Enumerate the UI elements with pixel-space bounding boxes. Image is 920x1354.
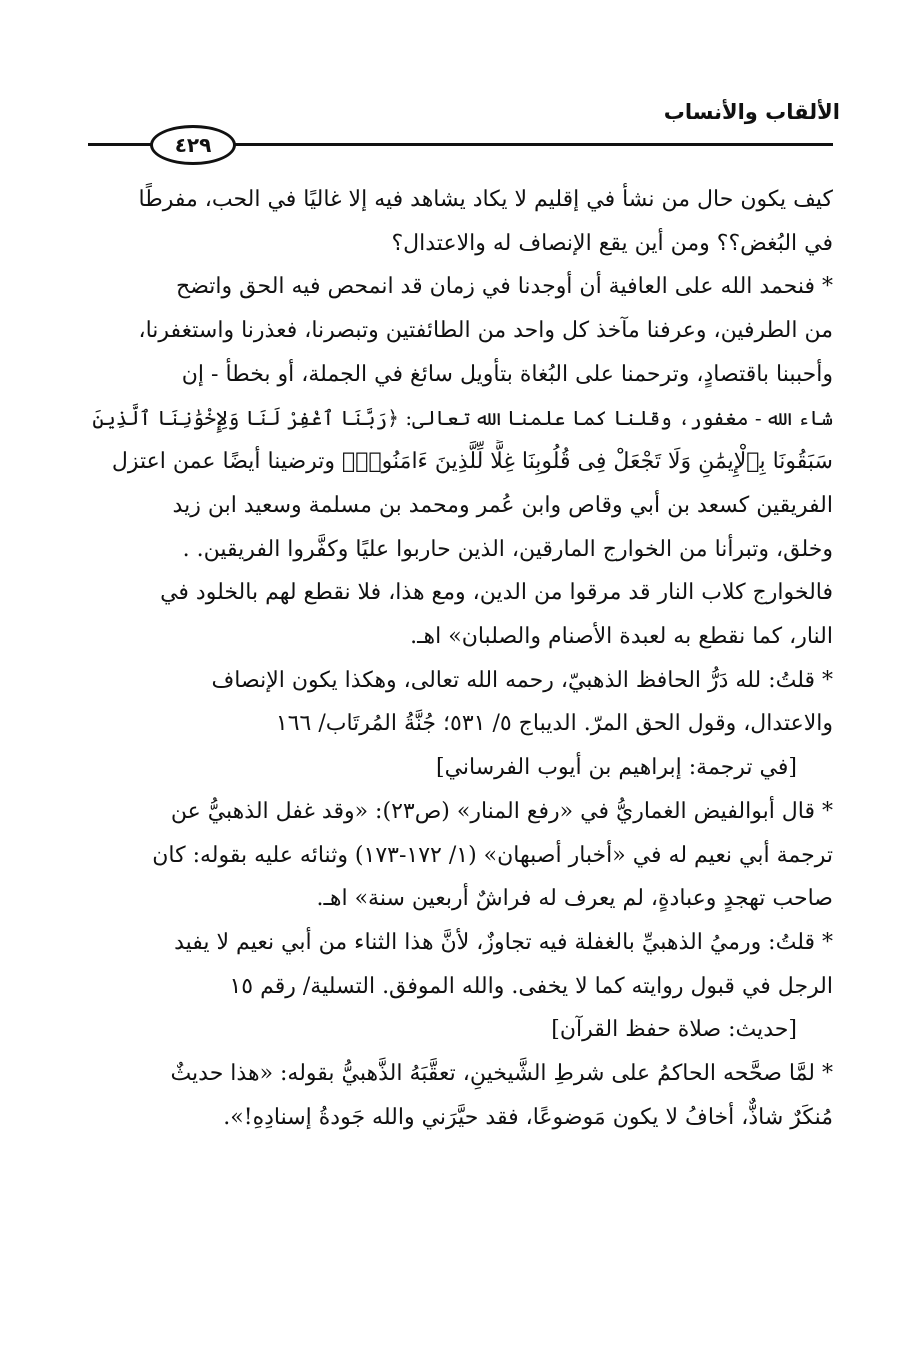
- text-line: شاء الله - مغفور، وقلنا كما علمنا الله تعالى: ﴿رَبَّنَا ٱغْفِرْ لَنَا وَلِإِخْوَٰنِنَا ٱلَّذِينَ: [92, 405, 833, 430]
- text-line: مُنكَرٌ شاذٌّ، أخافُ لا يكون مَوضوعًا، فقد حيَّرَني والله جَودةُ إسنادِهِ!».: [223, 1104, 833, 1130]
- text-line: صاحب تهجدٍ وعبادةٍ، لم يعرف له فراشٌ أربعين سنة» اهـ.: [316, 886, 833, 912]
- text-line: الرجل في قبول روايته كما لا يخفى. والله الموفق. التسلية/ رقم ١٥: [229, 973, 833, 999]
- page-number: ٤٢٩: [150, 125, 236, 165]
- text-line: من الطرفين، وعرفنا مآخذ كل واحد من الطائفتين وتبصرنا، فعذرنا واستغفرنا،: [138, 318, 833, 344]
- section-heading: [حديث: صلاة حفظ القرآن]: [551, 1017, 797, 1043]
- section-heading: [في ترجمة: إبراهيم بن أيوب الفرساني]: [435, 755, 797, 781]
- text-line: ترجمة أبي نعيم له في «أخبار أصبهان» (١/ ١٧٢-١٧٣) وثنائه عليه بقوله: كان: [152, 842, 833, 868]
- text-line: في البُغض؟؟ ومن أين يقع الإنصاف له والاعتدال؟: [391, 230, 833, 256]
- text-line: * قال أبوالفيض الغماريُّ في «رفع المنار» (ص٢٣): «وقد غفل الذهبيُّ عن: [170, 798, 833, 824]
- text-line: * فنحمد الله على العافية أن أوجدنا في زمان قد انمحص فيه الحق واتضح: [176, 274, 833, 300]
- running-header-title: الألقاب والأنساب: [663, 100, 840, 124]
- text-line: فالخوارج كلاب النار قد مرقوا من الدين، ومع هذا، فلا نقطع لهم بالخلود في: [160, 580, 833, 606]
- text-line: وأحببنا باقتصادٍ، وترحمنا على البُغاة بتأويل سائغ في الجملة، أو بخطأ - إن: [181, 361, 833, 387]
- text-line: النار، كما نقطع به لعبدة الأصنام والصلبان» اهـ.: [410, 624, 833, 650]
- text-line: * قلتُ: ورميُ الذهبيِّ بالغفلة فيه تجاوزٌ، لأنَّ هذا الثناء من أبي نعيم لا يفيد: [174, 929, 833, 955]
- text-line: * لمَّا صحَّحه الحاكمُ على شرطِ الشَّيخينِ، تعقَّبَهُ الذَّهبيُّ بقوله: «هذا حديثٌ: [170, 1061, 833, 1087]
- text-line: * قلتُ: لله دَرُّ الحافظ الذهبيّ، رحمه الله تعالى، وهكذا يكون الإنصاف: [211, 667, 833, 693]
- text-line: كيف يكون حال من نشأ في إقليم لا يكاد يشاهد فيه إلا غاليًا في الحب، مفرطًا: [138, 187, 833, 212]
- text-line: الفريقين كسعد بن أبي وقاص وابن عُمر ومحمد بن مسلمة وسعيد ابن زيد: [172, 492, 833, 518]
- text-line: سَبَقُونَا بِٱلْإِيمَٰنِ وَلَا تَجْعَلْ فِى قُلُوبِنَا غِلًّا لِّلَّذِينَ ءَامَنُوا۟﴾ وترضينا أيضًا عمن اعتزل: [111, 449, 833, 475]
- body-text: [88, 178, 833, 1139]
- text-line: وخلق، وتبرأنا من الخوارج المارقين، الذين حاربوا عليًا وكفَّروا الفريقين. .: [182, 536, 833, 562]
- text-line: والاعتدال، وقول الحق المرّ. الديباج ٥/ ٥٣١؛ جُنَّةُ المُرتَاب/ ١٦٦: [275, 711, 833, 737]
